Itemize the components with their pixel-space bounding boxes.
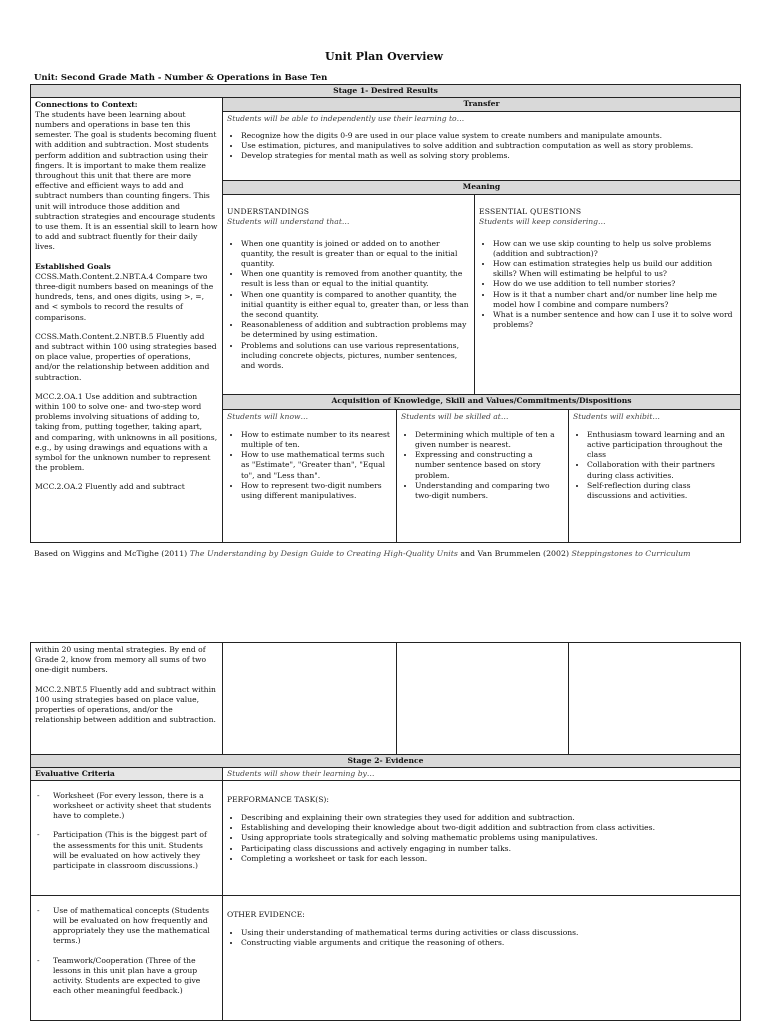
list-item: • Using their understanding of mathematical terms during activities or class discussions.: [241, 928, 736, 938]
list-item: • How to use mathematical terms such as "Estimate", "Greater than", "Equal to", and "Less than".: [241, 450, 392, 481]
list-item: • When one quantity is joined or added on to another quantity, the result is greater than or equal to the initial quantity.: [241, 239, 470, 270]
citation-prefix: Based on Wiggins and McTighe (2011): [34, 549, 190, 558]
understandings-list: [227, 239, 470, 372]
other-evidence-title: OTHER EVIDENCE:: [227, 909, 305, 919]
list-item: • How to represent two-digit numbers using different manipulatives.: [241, 481, 392, 501]
citation-footer: [34, 549, 691, 558]
know-intro: Students will know…: [227, 411, 309, 421]
list-item: • Expressing and constructing a number sentence based on story problem.: [415, 450, 564, 481]
list-item: • How can estimation strategies help us build our addition skills? When will estimating be helpful to us?: [493, 259, 736, 279]
goal-item: MCC.2.OA.2 Fluently add and subtract: [35, 482, 185, 492]
list-item: • Describing and explaining their own strategies they used for addition and subtraction.: [241, 813, 736, 823]
list-item: • Participating class discussions and actively engaging in number talks.: [241, 844, 736, 854]
list-item: • Establishing and developing their knowledge about two-digit addition and subtraction from class activities.: [241, 823, 736, 833]
list-item: • Develop strategies for mental math as well as solving story problems.: [241, 151, 736, 161]
criteria-title: Evaluative Criteria: [31, 767, 223, 780]
page-title: Unit Plan Overview: [325, 50, 443, 63]
empty-cell: [223, 643, 397, 755]
list-item: • Use estimation, pictures, and manipulatives to solve addition and subtraction computation as well as story problems.: [241, 141, 736, 151]
list-item: • Completing a worksheet or task for each lesson.: [241, 854, 736, 864]
eq-title: ESSENTIAL QUESTIONS: [479, 207, 582, 217]
goal-item: CCSS.Math.Content.2.NBT.B.5 Fluently add and subtract within 100 using strategies based on place value, properties of operations, and/or the relationship between addition and subtraction.: [35, 331, 217, 382]
context-title: Connections to Context:: [35, 99, 138, 109]
exhibit-intro: Students will exhibit…: [573, 411, 660, 421]
citation-book-1: The Understanding by Design Guide to Creating High-Quality Units: [189, 549, 458, 558]
criteria-cell-b: [31, 895, 223, 1020]
essential-questions-cell: [475, 195, 741, 395]
list-item: - Use of mathematical concepts (Students will be evaluated on how frequently and appropriately they use the mathematical terms.): [37, 905, 210, 946]
list-item: - Participation (This is the biggest part of the assessments for this unit. Students will be evaluated on how actively they participate in classroom discussions.): [37, 830, 207, 870]
criteria-list-a: [35, 791, 218, 871]
list-item: • How do we use addition to tell number stories?: [493, 279, 736, 289]
transfer-cell: [223, 111, 741, 180]
list-item: • Constructing viable arguments and critique the reasoning of others.: [241, 938, 736, 948]
understandings-intro: Students will understand that…: [227, 217, 350, 227]
goal-item: MCC.2.NBT.5 Fluently add and subtract within 100 using strategies based on place value, properties of operations, and/or the relationship between addition and subtraction.: [35, 684, 216, 725]
list-item: • Problems and solutions can use various representations, including concrete objects, pictures, number sentences, and words.: [241, 341, 470, 372]
list-item: • Using appropriate tools strategically and solving mathematic problems using manipulatives.: [241, 833, 736, 843]
empty-cell: [397, 643, 569, 755]
unit-title: Unit: Second Grade Math - Number & Operations in Base Ten: [34, 73, 328, 83]
meaning-header: Meaning: [223, 180, 741, 194]
transfer-list: [227, 131, 736, 162]
dash-bullet: -: [37, 905, 40, 915]
list-item: - Teamwork/Cooperation (Three of the lessons in this unit plan have a group activity. Students are expected to give each other meaningful feedback.): [37, 955, 201, 996]
know-list: [227, 430, 392, 501]
skilled-list: [401, 430, 564, 501]
dash-bullet: -: [37, 830, 40, 840]
exhibit-list: [573, 430, 736, 501]
eq-intro: Students will keep considering…: [479, 217, 606, 227]
understandings-title: UNDERSTANDINGS: [227, 207, 310, 217]
context-text: The students have been learning about numbers and operations in base ten this semester. The goal is students becoming fluent with addition and subtraction. Most students perform addition and subtraction using their fingers. It is important to make them realize throughout this unit that there are more effective and efficient ways to add and subtract numbers than counting fingers. This unit will introduce those addition and subtraction strategies and encourage students to use them. It is an essential skill to learn how to add and subtract fluently for their daily lives.: [35, 109, 218, 252]
list-item: • Recognize how the digits 0-9 are used in our place value system to create numbers and manipulate amounts.: [241, 131, 736, 141]
citation-book-2: Steppingstones to Curriculum: [571, 549, 691, 558]
evidence-intro: Students will show their learning by…: [223, 767, 741, 780]
list-item: • Reasonableness of addition and subtraction problems may be determined by using estimation.: [241, 320, 470, 340]
list-item: • Understanding and comparing two two-digit numbers.: [415, 481, 564, 501]
eq-list: [479, 239, 736, 331]
understandings-cell: [223, 195, 475, 395]
stage2-header: Stage 2- Evidence: [31, 755, 741, 768]
list-item: • Determining which multiple of ten a given number is nearest.: [415, 430, 564, 450]
dash-bullet: -: [37, 790, 40, 800]
stage1-table: [30, 84, 741, 543]
other-evidence-list: [227, 928, 736, 948]
empty-cell: [569, 643, 741, 755]
dash-bullet: -: [37, 955, 40, 965]
stage2-table: [30, 642, 741, 1021]
list-item: • Enthusiasm toward learning and an active participation throughout the class: [587, 430, 736, 461]
list-item: • How can we use skip counting to help us solve problems (addition and subtraction)?: [493, 239, 736, 259]
other-evidence-cell: [223, 895, 741, 1020]
skilled-cell: [397, 409, 569, 542]
list-item: • How is it that a number chart and/or number line help me model how I combine and compare numbers?: [493, 290, 736, 310]
exhibit-cell: [569, 409, 741, 542]
skilled-intro: Students will be skilled at…: [401, 411, 509, 421]
citation-middle: and Van Brummelen (2002): [457, 549, 572, 558]
list-item: • When one quantity is removed from another quantity, the result is less than or equal to the initial quantity.: [241, 269, 470, 289]
transfer-header: Transfer: [223, 97, 741, 111]
list-item: • Self-reflection during class discussions and activities.: [587, 481, 736, 501]
list-item: - Worksheet (For every lesson, there is a worksheet or activity sheet that students have to complete.): [37, 790, 212, 821]
stage1-header: Stage 1- Desired Results: [31, 85, 741, 98]
list-item: • Collaboration with their partners during class activities.: [587, 460, 736, 480]
know-cell: [223, 409, 397, 542]
continued-goals-cell: [31, 643, 223, 755]
performance-cell: [223, 780, 741, 895]
performance-title: PERFORMANCE TASK(S):: [227, 794, 329, 804]
criteria-cell-a: [31, 780, 223, 895]
list-item: • How to estimate number to its nearest multiple of ten.: [241, 430, 392, 450]
acquisition-header: Acquisition of Knowledge, Skill and Values/Commitments/Dispositions: [223, 395, 741, 409]
performance-list: [227, 813, 736, 864]
goal-item: MCC.2.OA.1 Use addition and subtraction within 100 to solve one- and two-step word problems involving situations of adding to, taking from, putting together, taking apart, and comparing, with unknowns in all positions, e.g., by using drawings and equations with a symbol for the unknown number to represent the problem.: [35, 391, 218, 473]
continued-goal: within 20 using mental strategies. By end of Grade 2, know from memory all sums of two one-digit numbers.: [35, 645, 207, 675]
criteria-list-b: [35, 906, 218, 997]
context-cell: [31, 97, 223, 542]
goal-item: CCSS.Math.Content.2.NBT.A.4 Compare two three-digit numbers based on meanings of the hundreds, tens, and ones digits, using >, =, and < symbols to record the results of comparisons.: [35, 271, 214, 322]
list-item: • When one quantity is compared to another quantity, the initial quantity is either equal to, greater than, or less than the second quantity.: [241, 290, 470, 321]
goals-title: Established Goals: [35, 261, 111, 271]
list-item: • What is a number sentence and how can I use it to solve word problems?: [493, 310, 736, 330]
transfer-intro: Students will be able to independently use their learning to…: [227, 113, 465, 123]
